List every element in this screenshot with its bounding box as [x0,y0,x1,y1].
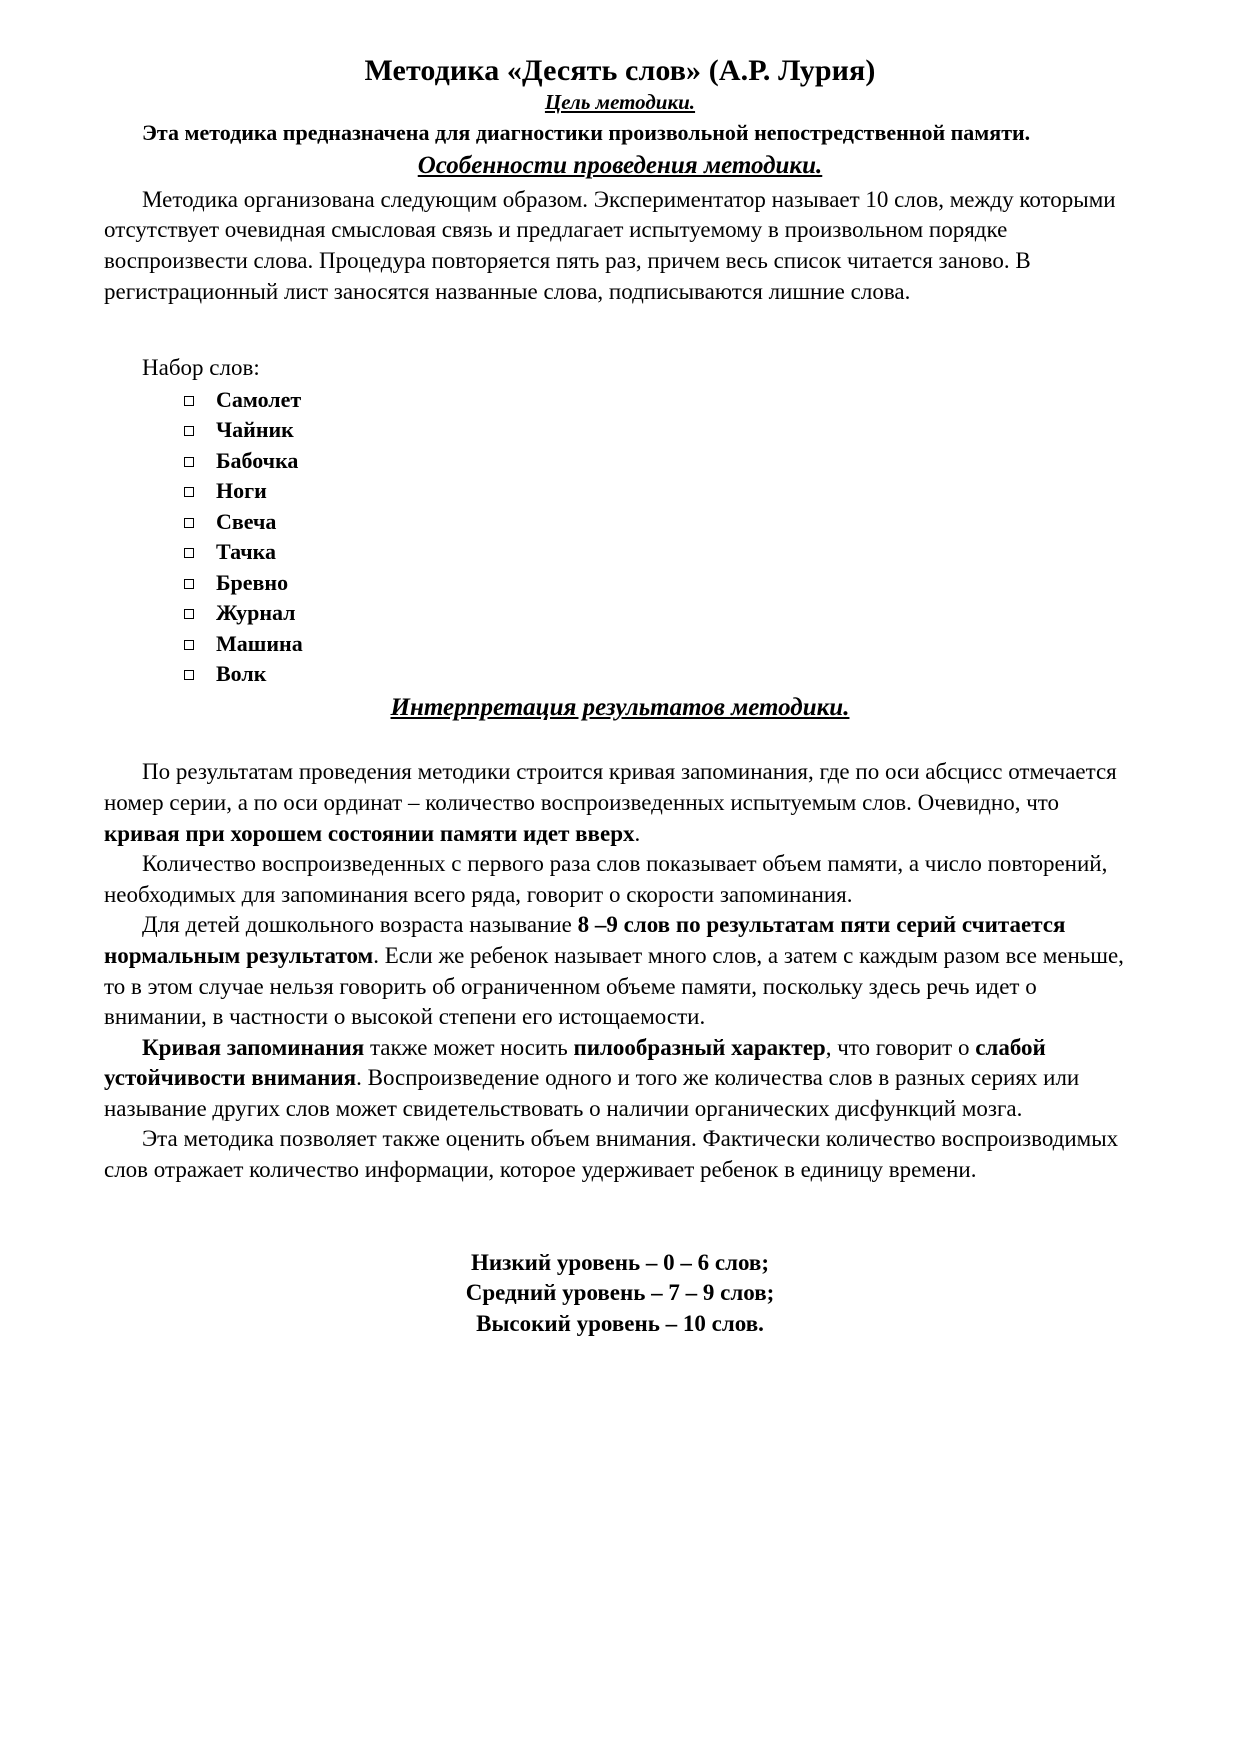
section-heading-purpose: Цель методики. [544,89,696,114]
word-label: Бабочка [216,447,299,473]
word-label: Самолет [216,386,302,412]
spacer [104,1186,1136,1248]
word-label: Тачка [216,539,276,565]
par4-emphasis-2: пилообразный характер [573,1034,826,1060]
spacer [104,727,1136,757]
list-item [184,629,1136,659]
interpretation-paragraph-5: Эта методика позволяет также оценить объем внимания. Фактически количество воспроизводимых слов отражает количество информации, которое удерживает ребенок в единицу времени. [104,1126,1119,1182]
par3-text-a: Для детей дошкольного возраста называние [142,912,578,938]
square-bullet-icon [184,487,194,497]
word-list [104,385,1136,690]
square-bullet-icon [184,609,194,619]
purpose-text: Эта методика предназначена для диагностики произвольной непостредственной памяти. [142,119,1031,145]
word-label: Журнал [216,600,296,626]
list-item [184,476,1136,506]
word-label: Машина [216,630,303,656]
square-bullet-icon [184,518,194,528]
square-bullet-icon [184,670,194,680]
word-label: Бревно [216,569,289,595]
word-label: Волк [216,661,267,687]
list-item [184,415,1136,445]
word-label: Чайник [216,417,294,443]
spacer [104,307,1136,353]
square-bullet-icon [184,396,194,406]
square-bullet-icon [184,640,194,650]
par4-text-c: . Воспроизведение одного и того же количества слов в разных сериях или называние других слов может свидетельствовать о наличии органических дисфункций мозга. [104,1065,1080,1121]
par1-emphasis: кривая при хорошем состоянии памяти идет вверх [104,820,635,846]
level-line-low: Низкий уровень – 0 – 6 слов; [470,1249,770,1275]
section-heading-interpretation: Интерпретация результатов методики. [390,694,850,722]
square-bullet-icon [184,548,194,558]
interpretation-paragraph-1 [104,757,1136,849]
par4-emphasis-1: Кривая запоминания [142,1034,365,1060]
list-item [184,537,1136,567]
section-heading-procedure: Особенности проведения методики. [417,151,823,179]
word-set-label: Набор слов: [142,355,260,381]
interpretation-paragraph-4 [104,1033,1136,1125]
interpretation-paragraph-2: Количество воспроизведенных с первого раза слов показывает объем памяти, а число повторений, необходимых для запоминания всего ряда, говорит о скорости запоминания. [104,851,1108,907]
interpretation-paragraph-3 [104,910,1136,1032]
level-line-medium: Средний уровень – 7 – 9 слов; [465,1280,775,1306]
page-title: Методика «Десять слов» (А.Р. Лурия) [364,54,876,87]
par1-text-b: . [634,820,641,846]
list-item [184,507,1136,537]
level-line-high: Высокий уровень – 10 слов. [476,1311,764,1337]
word-label: Ноги [216,478,267,504]
list-item [184,446,1136,476]
par1-text-a: По результатам проведения методики строится кривая запоминания, где по оси абсцисс отмечается номер серии, а по оси ординат – количество воспроизведенных испытуемым слов. Очевидно, что [104,759,1117,816]
word-label: Свеча [216,508,277,534]
par4-emphasis-3: слабой устойчивости внимания [104,1034,1046,1091]
par3-text-b: . Если же ребенок называет много слов, а затем с каждым разом все меньше, то в этом случае нельзя говорить об ограниченном объеме памяти, поскольку здесь речь идет о внимании, в частности о высокой степени его истощаемости. [104,942,1124,1030]
par4-text-b: , что говорит о [825,1034,976,1060]
par4-text-a: также может носить [364,1034,574,1060]
list-item [184,598,1136,628]
square-bullet-icon [184,579,194,589]
list-item [184,568,1136,598]
square-bullet-icon [184,426,194,436]
list-item [184,385,1136,415]
square-bullet-icon [184,457,194,467]
list-item [184,659,1136,689]
procedure-paragraph: Методика организована следующим образом. Экспериментатор называет 10 слов, между которыми отсутствует очевидная смысловая связь и предлагает испытуемому в произвольном порядке воспроизвести слова. Процедура повторяется пять раз, причем весь список читается заново. В регистрационный лист заносятся названные слова, подписываются лишние слова. [104,186,1116,304]
par3-emphasis: 8 –9 слов по результатам пяти серий считается нормальным результатом [104,912,1066,968]
